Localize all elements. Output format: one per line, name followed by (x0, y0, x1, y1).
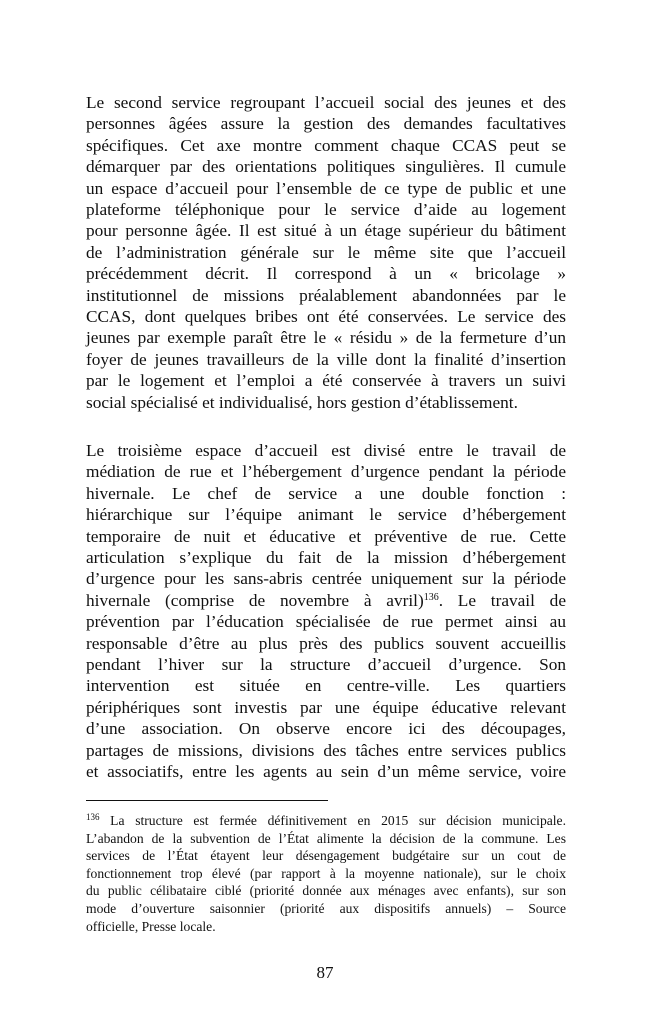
text-line: intervention est située en centre-ville. Les quartiers (86, 676, 566, 696)
text-segment: La structure est fermée définitivement en 2015 sur décision municipale. (99, 813, 566, 828)
text-line: d’urgence pour les sans-abris centrée uniquement sur la période (86, 569, 566, 589)
text-line: plateforme téléphonique pour le service d’aide au logement (86, 200, 566, 220)
text-line: démarquer par des orientations politiques singulières. Il cumule (86, 157, 566, 177)
text-line: par le logement et l’emploi a été conservée à travers un suivi (86, 371, 566, 391)
text-line: hivernale. Le chef de service a une double fonction : (86, 483, 566, 503)
text-line: articulation s’explique du fait de la mission d’hébergement (86, 548, 566, 568)
footnote-number: 136 (86, 812, 100, 822)
text-segment: hivernale (comprise de novembre à avril) (86, 590, 424, 610)
text-line: prévention par l’éducation spécialisée de rue permet ainsi au (86, 612, 566, 632)
text-line: pendant l’hiver sur la structure d’accueil d’urgence. Son (86, 655, 566, 675)
text-line: partages de missions, divisions des tâches entre services publics (86, 740, 566, 760)
text-line: précédemment décrit. Il correspond à un « bricolage » (86, 264, 566, 284)
text-line: Le second service regroupant l’accueil social des jeunes et des (86, 93, 566, 112)
text-line: et associatifs, entre les agents au sein d’un même service, voire (86, 762, 566, 782)
footnote-line: L’abandon de la subvention de l’État alimente la décision de la commune. Les (86, 830, 566, 846)
text-line: hiérarchique sur l’équipe animant le service d’hébergement (86, 505, 566, 525)
footnote-line: mode d’ouverture saisonnier (priorité aux dispositifs annuels) – Source (86, 900, 566, 916)
footnote (86, 812, 566, 935)
footnote-line: fonctionnement trop élevé (par rapport à la moyenne nationale), sur le choix (86, 865, 566, 881)
body-paragraph-1 (86, 92, 566, 413)
footnote-line: du public célibataire ciblé (priorité donnée aux ménages avec enfants), sur son (86, 883, 566, 899)
text-line: social spécialisé et individualisé, hors gestion d’établissement. (86, 392, 518, 412)
footnote-reference: 136 (423, 591, 439, 603)
text-line: foyer de jeunes travailleurs de la ville dont la finalité d’insertion (86, 349, 566, 369)
footnote-separator (86, 800, 328, 801)
text-line: responsable d’être au plus près des publics souvent accueillis (86, 633, 566, 653)
text-line: CCAS, dont quelques bribes ont été conservées. Le service des (86, 307, 566, 327)
text-line: d’une association. On observe encore ici des découpages, (86, 719, 566, 739)
text-line: temporaire de nuit et éducative et préventive de rue. Cette (86, 526, 566, 546)
text-line-with-footnote-ref (86, 590, 566, 611)
body-paragraph-2 (86, 440, 566, 783)
page-number: 87 (316, 963, 334, 982)
text-line: périphériques sont investis par une équipe éducative relevant (86, 697, 566, 717)
text-line: médiation de rue et l’hébergement d’urgence pendant la période (86, 462, 566, 482)
text-line: de l’administration générale sur le même site que l’accueil (86, 242, 566, 262)
text-line: spécifiques. Cet axe montre comment chaque CCAS peut se (86, 135, 566, 155)
footnote-line (86, 812, 566, 830)
text-line: pour personne âgée. Il est situé à un étage supérieur du bâtiment (86, 221, 566, 241)
footnote-line: services de l’État étayent leur désengagement budgétaire sur un cout de (86, 848, 566, 864)
text-line: institutionnel de missions préalablement abandonnées par le (86, 285, 566, 305)
text-line: personnes âgées assure la gestion des demandes facultatives (86, 114, 566, 134)
text-line: Le troisième espace d’accueil est divisé entre le travail de (86, 441, 566, 460)
text-segment: . Le travail de (438, 590, 566, 610)
footnote-line: officielle, Presse locale. (86, 918, 216, 934)
text-line: jeunes par exemple paraît être le « résidu » de la fermeture d’un (86, 328, 566, 348)
text-line: un espace d’accueil pour l’ensemble de ce type de public et une (86, 178, 566, 198)
